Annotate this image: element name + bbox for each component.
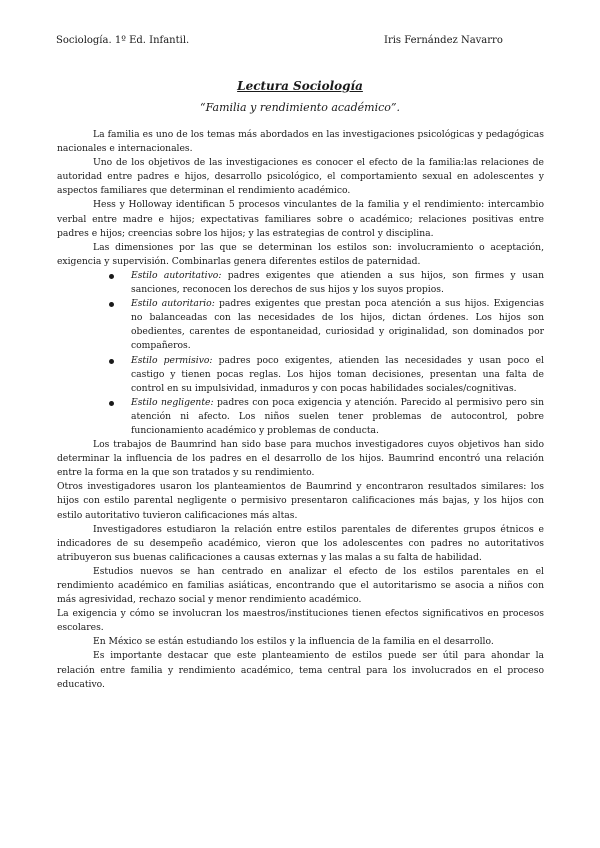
paragraph-dimensions: Las dimensiones por las que se determinan los estilos son: involucramiento o aceptación, exigencia y supervisión. Combinarlas genera diferentes estilos de paternidad. [57,241,544,267]
document-body [57,128,544,692]
style-description: padres con poca exigencia y atención. Parecido al permisivo pero sin atención ni afecto. Los niños suelen tener problemas de autocontrol, pobre funcionamiento académico y problemas de conducta. [131,396,544,436]
style-description: padres exigentes que prestan poca atención a sus hijos. Exigencias no balanceadas con las necesidades de los hijos, dictan órdenes. Los hijos son obedientes, carentes de espontaneidad, curiosidad y originalidad, son dominados por compañeros. [131,298,544,352]
paragraph-hess-holloway: Hess y Holloway identifican 5 procesos vinculantes de la familia y el rendimiento: intercambio verbal entre madre e hijos; expectativas familiares sobre o académico; relaciones positivas entre padres e hijos; creencias sobre los hijos; y las estrategias de control y disciplina. [57,199,544,239]
document-subtitle: “Familia y rendimiento académico”. [200,101,400,114]
bullet-icon [109,359,114,364]
list-item-negligente [131,396,544,438]
bullet-icon [109,302,114,307]
document-title: Lectura Sociología [237,79,363,93]
style-term: Estilo autoritativo: [131,269,222,281]
paragraph-mexico: En México se están estudiando los estilos y la influencia de la familia en el desarrollo. [93,636,494,648]
parenting-styles-list [57,269,544,438]
header-author: Iris Fernández Navarro [384,35,503,46]
paragraph-ethnic-groups: Investigadores estudiaron la relación entre estilos parentales de diferentes grupos étnicos e indicadores de su desempeño académico, vieron que los adolescentes con padres no autoritativos atribuyeron sus buenas calificaciones a causas externas y las malas a su falta de habilidad. [57,523,544,563]
list-item-permisivo [131,354,544,396]
style-term: Estilo permisivo: [131,354,213,366]
paragraph-intro: La familia es uno de los temas más abordados en las investigaciones psicológicas y pedagógicas nacionales e internacionales. [57,129,544,155]
header-course: Sociología. 1º Ed. Infantil. [56,35,190,46]
style-description: padres poco exigentes, atienden las necesidades y usan poco el castigo y tienen pocas reglas. Los hijos toman decisiones, presentan una falta de control en su impulsividad, inmaduros y con pocas habilidades sociales/cognitivas. [131,354,544,394]
list-item-autoritario [131,297,544,353]
paragraph-baumrind: Los trabajos de Baumrind han sido base para muchos investigadores cuyos objetivos han sido determinar la influencia de los padres en el desarrollo de los hijos. Baumrind encontró una relación entre la forma en la que son tratados y su rendimiento. [57,439,544,479]
paragraph-other-researchers: Otros investigadores usaron los planteamientos de Baumrind y encontraron resultados similares: los hijos con estilo parental negligente o permisivo presentaron calificaciones más bajas, y los hijos con estilo autoritativo tuvieron calificaciones más altas. [57,481,544,521]
paragraph-teachers: La exigencia y cómo se involucran los maestros/instituciones tienen efectos significativos en procesos escolares. [57,608,544,634]
paragraph-asian-families: Estudios nuevos se han centrado en analizar el efecto de los estilos parentales en el rendimiento académico en familias asiáticas, encontrando que el autoritarismo se asocia a niños con más agresividad, rechazo social y menor rendimiento académico. [57,565,544,606]
paragraph-objectives: Uno de los objetivos de las investigaciones es conocer el efecto de la familia:las relaciones de autoridad entre padres e hijos, desarrollo psicológico, el comportamiento sexual en adolescentes y aspectos familiares que determinan el rendimiento académico. [57,157,544,197]
style-description: padres exigentes que atienden a sus hijos, son firmes y usan sanciones, reconocen los derechos de sus hijos y los suyos propios. [131,269,544,296]
bullet-icon [109,274,114,279]
style-term: Estilo autoritario: [131,298,215,310]
paragraph-conclusion: Es importante destacar que este planteamiento de estilos puede ser útil para ahondar la relación entre familia y rendimiento académico, tema central para los involucrados en el proceso educativo. [57,650,544,690]
list-item-autoritativo [131,269,544,297]
bullet-icon [109,401,114,406]
style-term: Estilo negligente: [131,396,214,408]
